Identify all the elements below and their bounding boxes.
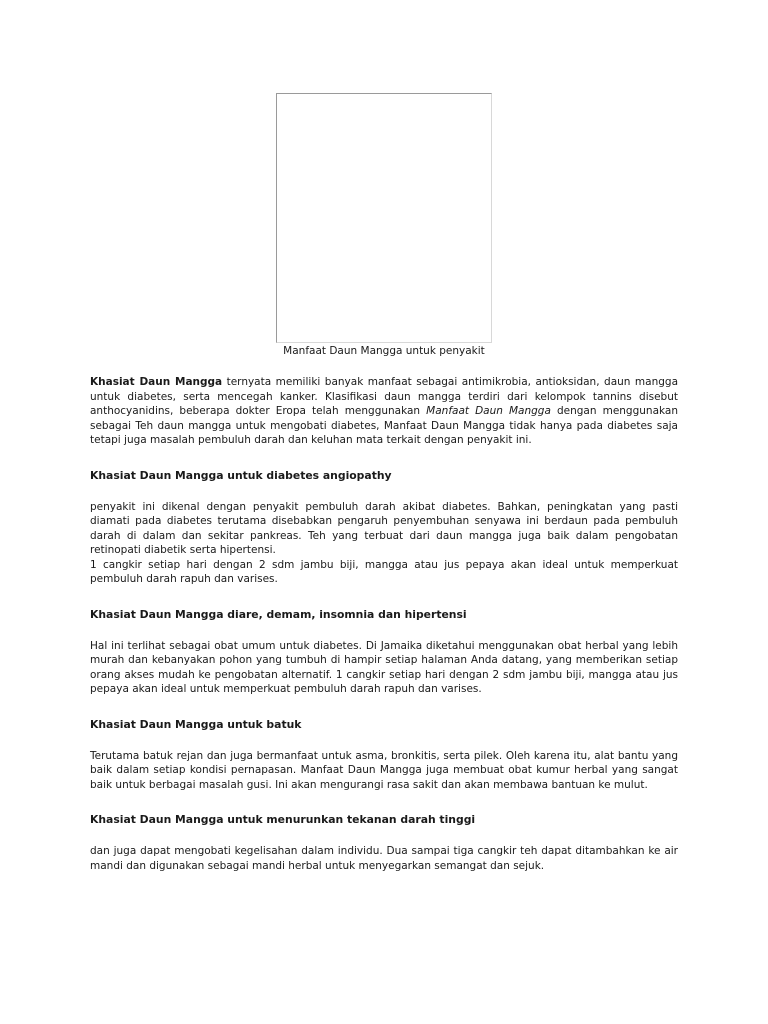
section-body-tekanan-darah: dan juga dapat mengobati kegelisahan dalam individu. Dua sampai tiga cangkir teh dapat ditambahkan ke air mandi dan digunakan sebagai mandi herbal untuk menyegarkan semangat dan sejuk. bbox=[90, 845, 678, 872]
intro-paragraph bbox=[90, 375, 678, 448]
document-page bbox=[90, 93, 678, 873]
intro-italic: Manfaat Daun Mangga bbox=[426, 405, 551, 417]
section-body-angiopathy-part-2: 1 cangkir setiap hari dengan 2 sdm jambu biji, mangga atau jus pepaya akan ideal untuk memperkuat pembuluh darah rapuh dan varises. bbox=[90, 558, 678, 585]
intro-text-1: ternyata memiliki banyak manfaat sebagai antimikrobia, antioksidan, daun mangga untuk diabetes, serta mencegah kanker. Klasifikasi daun mangga terdiri dari kelompok tannins disebut anthocyanidins, beberapa dokter Eropa telah menggunakan bbox=[90, 376, 678, 417]
section-heading-angiopathy: Khasiat Daun Mangga untuk diabetes angiopathy bbox=[90, 468, 392, 482]
section-heading-tekanan-darah: Khasiat Daun Mangga untuk menurunkan tekanan darah tinggi bbox=[90, 813, 476, 826]
intro-text-2: dengan menggunakan sebagai Teh daun mangga untuk mengobati diabetes, Manfaat Daun Mangga tidak hanya pada diabetes saja tetapi juga masalah pembuluh darah dan keluhan mata terkait dengan penyakit ini. bbox=[90, 405, 678, 446]
section-body-batuk: Terutama batuk rejan dan juga bermanfaat untuk asma, bronkitis, serta pilek. Oleh karena itu, alat bantu yang baik dalam setiap kondisi pernapasan. Manfaat Daun Mangga juga membuat obat kumur herbal yang sangat baik untuk berbagai masalah gusi. Ini akan mengurangi rasa sakit dan akan membawa bantuan ke mulut. bbox=[90, 749, 678, 791]
figure-image-placeholder bbox=[276, 93, 492, 343]
section-body-angiopathy bbox=[90, 500, 678, 587]
figure bbox=[276, 93, 492, 357]
figure-caption: Manfaat Daun Mangga untuk penyakit bbox=[283, 345, 485, 357]
section-heading-diare: Khasiat Daun Mangga diare, demam, insomnia dan hipertensi bbox=[90, 607, 467, 621]
section-body-angiopathy-part-1: penyakit ini dikenal dengan penyakit pembuluh darah akibat diabetes. Bahkan, peningkatan yang pasti diamati pada diabetes terutama disebabkan pengaruh penyembuhan senyawa ini berdaun pada pembuluh darah di dalam dan sekitar pankreas. Teh yang terbuat dari daun mangga juga baik dalam pengobatan retinopati diabetik serta hipertensi. bbox=[90, 500, 678, 556]
intro-lead: Khasiat Daun Mangga bbox=[90, 376, 223, 388]
section-heading-batuk: Khasiat Daun Mangga untuk batuk bbox=[90, 717, 302, 731]
section-body-diare: Hal ini terlihat sebagai obat umum untuk diabetes. Di Jamaika diketahui menggunakan obat herbal yang lebih murah dan kebanyakan pohon yang tumbuh di hampir setiap halaman Anda datang, yang memberikan setiap orang akses mudah ke pengobatan alternatif. 1 cangkir setiap hari dengan 2 sdm jambu biji, mangga atau jus pepaya akan ideal untuk memperkuat pembuluh darah rapuh dan varises. bbox=[90, 639, 678, 695]
